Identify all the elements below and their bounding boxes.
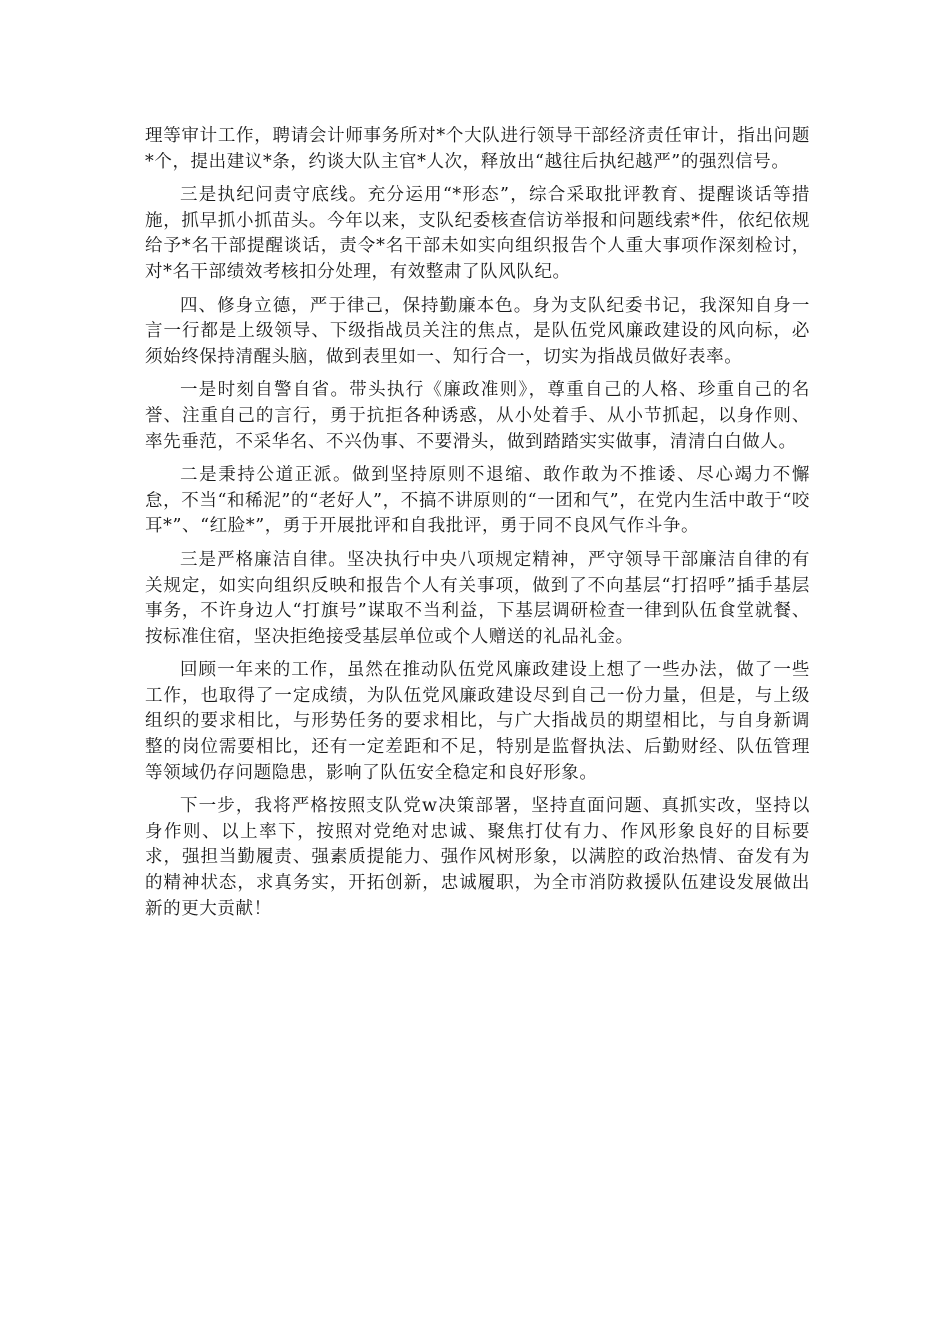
paragraph-next-steps: 下一步，我将严格按照支队党w决策部署，坚持直面问题、真抓实改，坚持以身作则、以上率下，按照对党绝对忠诚、聚焦打仗有力、作风形象良好的目标要求，强担当勤履责、强素质提能力、强作风树形象，以满腔的政治热情、奋发有为的精神状态，求真务实，开拓创新，忠诚履职，为全市消防救援队伍建设发展做出新的更大贡献！ [145,796,810,919]
paragraph-self-reflection: 一是时刻自警自省。带头执行《廉政准则》，尊重自己的人格、珍重自己的名誉、注重自己的言行，勇于抗拒各种诱惑，从小处着手、从小节抓起，以身作则、率先垂范，不采华名、不兴伪事、不要滑头，做到踏踏实实做事，清清白白做人。 [145,380,810,452]
paragraph-integrity: 三是严格廉洁自律。坚决执行中央八项规定精神，严守领导干部廉洁自律的有关规定，如实向组织反映和报告个人有关事项，做到了不向基层“打招呼”插手基层事务，不许身边人“打旗号”谋取不当利益，下基层调研检查一律到队伍食堂就餐、按标准住宿，坚决拒绝接受基层单位或个人赠送的礼品礼金。 [145,549,810,647]
document-body [145,124,810,930]
paragraph-continuation: 理等审计工作，聘请会计师事务所对*个大队进行领导干部经济责任审计，指出问题*个，提出建议*条，约谈大队主官*人次，释放出“越往后执纪越严”的强烈信号。 [145,126,810,172]
paragraph-discipline-accountability: 三是执纪问责守底线。充分运用“*形态”，综合采取批评教育、提醒谈话等措施，抓早抓小抓苗头。今年以来，支队纪委核查信访举报和问题线索*件，依纪依规给予*名干部提醒谈话，责令*名干部未如实向组织报告个人重大事项作深刻检讨，对*名干部绩效考核扣分处理，有效整肃了队风队纪。 [145,185,810,282]
paragraph-fairness: 二是秉持公道正派。做到坚持原则不退缩、敢作敢为不推诿、尽心竭力不懈怠，不当“和稀泥”的“老好人”，不搞不讲原则的“一团和气”，在党内生活中敢于“咬耳*”、“红脸*”，勇于开展批评和自我批评，勇于同不良风气作斗争。 [145,465,810,537]
paragraph-section-four-heading: 四、修身立德，严于律己，保持勤廉本色。身为支队纪委书记，我深知自身一言一行都是上级领导、下级指战员关注的焦点，是队伍党风廉政建设的风向标，必须始终保持清醒头脑，做到表里如一、知行合一，切实为指战员做好表率。 [145,295,810,367]
paragraph-review: 回顾一年来的工作，虽然在推动队伍党风廉政建设上想了一些办法，做了一些工作，也取得了一定成绩，为队伍党风廉政建设尽到自己一份力量，但是，与上级组织的要求相比，与形势任务的要求相比，与广大指战员的期望相比，与自身新调整的岗位需要相比，还有一定差距和不足，特别是监督执法、后勤财经、队伍管理等领域仍存问题隐患，影响了队伍安全稳定和良好形象。 [145,660,810,783]
